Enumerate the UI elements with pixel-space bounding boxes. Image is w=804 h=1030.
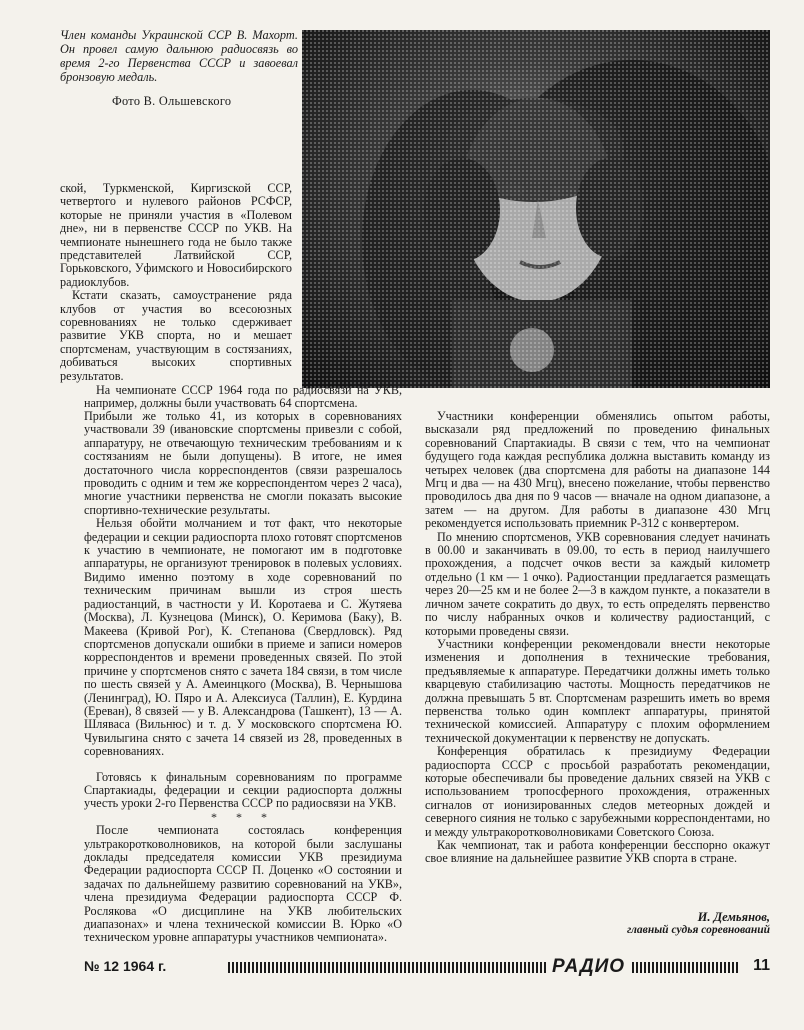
photo-caption	[60, 28, 298, 84]
mid-paragraph-text: На чемпионате СССР 1964 года по радиосвязи на УКВ, например, должны были участвовать 64 спортсмена.	[84, 383, 402, 411]
column-a-paragraph-4: После чемпионата состоялась конференция ультракоротковолновиков, на которой были заслушаны доклады председателя комиссии УКВ президиума Федерации радиоспорта СССР П. Доценко «О состоянии и задачах по дальнейшему развитию соревнований на УКВ», члена президиума Федерации радиоспорта СССР Ф. Рослякова «О дисциплине на УКВ любительских диапазонах» и члена технической комиссии В. Юрко «О техническом уровне аппаратуры участников чемпионата».	[84, 823, 402, 945]
footer-rule-left	[228, 962, 546, 973]
left-column	[60, 182, 292, 383]
column-b-paragraph-1: Участники конференции обменялись опытом работы, высказали ряд предложений по проведению финальных соревнований Спартакиады. В связи с тем, что на чемпионат будущего года каждая республика должна выставить команду из четырех человек (два спортсмена для работы на диапазоне 144 Мгц и два — на 430 Мгц), внесено пожелание, чтобы первенство проводилось два дня по 9 часов — вначале на одном диапазоне, а затем — на другом. Для работы в диапазоне 430 Мгц рекомендуется использовать приемник Р-312 с конвертером.	[425, 409, 770, 531]
footer-rule-right	[632, 962, 740, 973]
page-number: 11	[753, 957, 770, 974]
caption-text: Член команды Украинской ССР В. Махорт. Он провел самую дальнюю радиосвязь во время 2-го Первенства СССР и завоевал бронзовую медаль.	[60, 28, 298, 84]
author-role: главный судья соревнований	[626, 924, 770, 936]
column-a-paragraph-2: Нельзя обойти молчанием и тот факт, что некоторые федерации и секции радиоспорта плохо готовят спортсменов к участию в чемпионате, не помогают им в подготовке аппаратуры, не организуют тренировок в полевых условиях. Видимо именно поэтому в ходе соревнований по техническим причинам вышли из строя шесть радиостанций, в частности у И. Коротаева и С. Жутяева (Москва), Л. Кузнецова (Минск), О. Керимова (Баку), В. Макеева (Кривой Рог), К. Степанова (Свердловск). Ряд спортсменов допускали ошибки в приеме и записи номеров корреспондентов и времени проведенных связей. По этой причине у спортсменов снято с зачета 184 связи, в том числе по шесть связей у А. Амеинцкого (Москва), В. Чернышова (Ленинград), Ю. Пяро и А. Алексиуса (Таллин), Е. Курдина (Ереван), 8 связей — у В. Александрова (Ташкент), 13 — А. Шляваса (Вильнюс) и т. д. У московского спортсмена Ю. Чувилыгина снято с зачета 14 связей из 28, проведенных в соревнованиях.	[84, 516, 402, 759]
photo-credit: Фото В. Ольшевского	[112, 94, 232, 108]
section-divider-stars: * * *	[211, 809, 275, 824]
photo-illustration	[302, 30, 770, 388]
column-b-paragraph-2: По мнению спортсменов, УКВ соревнования следует начинать в 00.00 и заканчивать в 09.00, то есть в период наилучшего прохождения, а подсчет очков вести за каждый километр отдельно (1 км — 1 очко). Радиостанции предлагается размещать через 20—25 км и не более 2—3 в каждом пункте, а показатели в личном зачете сократить до двух, то есть определять первенство по числу набранных очков и количеству радиостанций, с которыми проведены связи.	[425, 529, 770, 638]
left-paragraph-2: Кстати сказать, самоустранение ряда клубов от участия во всесоюзных соревнованиях не только сдерживает развитие УКВ спорта, но и мешает спортсменам, участвующим в состязаниях, добиваться высоких спортивных результатов.	[60, 288, 292, 383]
mid-paragraph	[84, 384, 402, 411]
column-b-paragraph-5: Как чемпионат, так и работа конференции бесспорно окажут свое влияние на дальнейшее развитие УКВ спорта в стране.	[425, 838, 770, 866]
column-b-paragraph-3: Участники конференции рекомендовали внести некоторые изменения и дополнения в технические требования, предъявляемые к аппаратуре. Передатчики должны иметь только кварцевую стабилизацию частоты. Мощность передатчиков не должна превышать 5 вт. Спортсменам разрешить иметь во время первенства только один комплект аппаратуры, принятой технической комиссией. Аппаратуру с плохим оформлением технической документации к первенству не допускать.	[425, 636, 770, 745]
portrait-photo	[302, 30, 770, 388]
column-b-paragraph-4: Конференция обратилась к президиуму Федерации радиоспорта СССР с просьбой разработать рекомендации, которые обеспечивали бы проведение дальних связей на УКВ с использованием тропосферного прохождения, отраженных сигналов от ионизированных следов метеорных дождей и северного сияния не только с зарубежными корреспондентами, но и между ультракоротковолновиками Советского Союза.	[425, 744, 770, 839]
issue-number: № 12 1964 г.	[84, 958, 167, 974]
page-footer	[84, 958, 774, 978]
author-name: И. Демьянов,	[697, 910, 770, 924]
column-a-paragraph-1: Прибыли же только 41, из которых в соревнованиях участвовали 39 (ивановские спортсмены привезли с собой, аппаратуру, не отвечающую техническим требованиям и к состязаниям не были допущены). В итоге, не имея достаточного числа корреспондентов (связи разрешалось проводить с одним и тем же корреспондентом через 2 часа), многие участники первенства не смогли показать высокие спортивно-технические результаты.	[84, 409, 402, 517]
column-a-paragraph-3: Готовясь к финальным соревнованиям по программе Спартакиады, федерации и секции радиоспорта должны учесть уроки 2-го Первенства СССР по радиосвязи на УКВ.	[84, 769, 402, 811]
left-paragraph-1: ской, Туркменской, Киргизской ССР, четвертого и нулевого районов РСФСР, которые не приняли участия в «Полевом дне», ни в первенстве СССР по УКВ. На чемпионате нынешнего года не было также представителей Латвийской ССР, Горьковского, Уфимского и Новосибирского радиоклубов.	[60, 181, 292, 289]
magazine-logo: РАДИО	[552, 956, 626, 977]
column-b	[425, 410, 770, 866]
column-a	[84, 410, 402, 945]
